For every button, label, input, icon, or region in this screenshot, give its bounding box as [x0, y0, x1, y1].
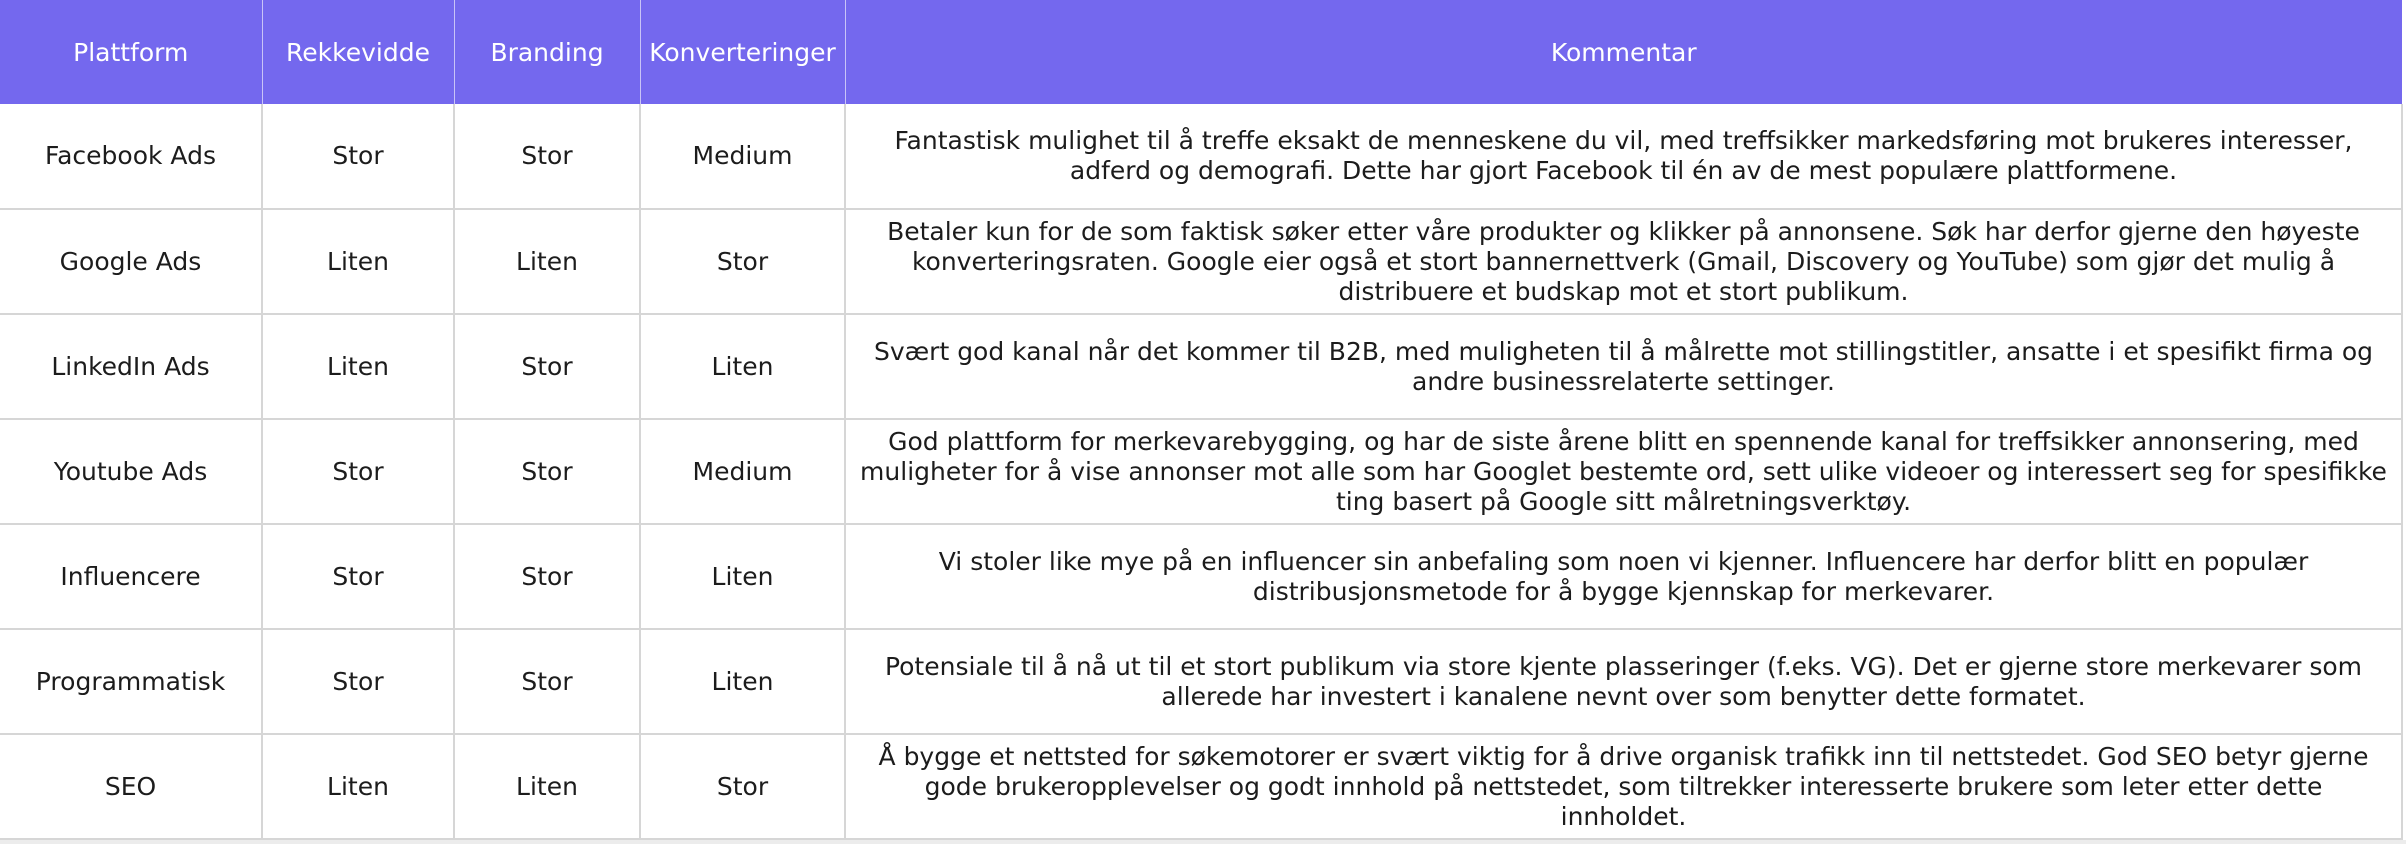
- table-body: [0, 104, 2402, 839]
- header-kommentar: Kommentar: [845, 0, 2402, 104]
- cell-branding: Stor: [454, 419, 640, 524]
- cell-konverteringer: Stor: [640, 209, 845, 314]
- header-konverteringer: Konverteringer: [640, 0, 845, 104]
- cell-branding: Stor: [454, 629, 640, 734]
- header-row: [0, 0, 2402, 104]
- bottom-divider: [0, 840, 2406, 844]
- cell-plattform: Influencere: [0, 524, 262, 629]
- table-row: [0, 419, 2402, 524]
- cell-kommentar: Svært god kanal når det kommer til B2B, med muligheten til å målrette mot stillingstitler, ansatte i et spesifikt firma og andre businessrelaterte settinger.: [845, 314, 2402, 419]
- cell-konverteringer: Stor: [640, 734, 845, 839]
- cell-rekkevidde: Stor: [262, 524, 454, 629]
- cell-kommentar: Vi stoler like mye på en influencer sin anbefaling som noen vi kjenner. Influencere har derfor blitt en populær distribusjonsmetode for å bygge kjennskap for merkevarer.: [845, 524, 2402, 629]
- cell-plattform: Google Ads: [0, 209, 262, 314]
- cell-konverteringer: Liten: [640, 629, 845, 734]
- cell-rekkevidde: Stor: [262, 104, 454, 209]
- header-plattform: Plattform: [0, 0, 262, 104]
- cell-konverteringer: Medium: [640, 419, 845, 524]
- cell-branding: Stor: [454, 314, 640, 419]
- cell-rekkevidde: Stor: [262, 629, 454, 734]
- table-header: [0, 0, 2402, 104]
- cell-rekkevidde: Liten: [262, 734, 454, 839]
- table-row: [0, 734, 2402, 839]
- cell-plattform: Youtube Ads: [0, 419, 262, 524]
- header-branding: Branding: [454, 0, 640, 104]
- cell-konverteringer: Liten: [640, 524, 845, 629]
- cell-rekkevidde: Stor: [262, 419, 454, 524]
- cell-kommentar: Å bygge et nettsted for søkemotorer er svært viktig for å drive organisk trafikk inn til nettstedet. God SEO betyr gjerne gode brukeropplevelser og godt innhold på nettstedet, som tiltrekker interesserte brukere som leter etter dette innholdet.: [845, 734, 2402, 839]
- table-row: [0, 629, 2402, 734]
- cell-plattform: LinkedIn Ads: [0, 314, 262, 419]
- cell-kommentar: God plattform for merkevarebygging, og har de siste årene blitt en spennende kanal for treffsikker annonsering, med muligheter for å vise annonser mot alle som har Googlet bestemte ord, sett ulike videoer og interessert seg for spesifikke ting basert på Google sitt målretningsverktøy.: [845, 419, 2402, 524]
- cell-plattform: Programmatisk: [0, 629, 262, 734]
- cell-kommentar: Fantastisk mulighet til å treffe eksakt de menneskene du vil, med treffsikker markedsføring mot brukeres interesser, adferd og demografi. Dette har gjort Facebook til én av de mest populære plattformene.: [845, 104, 2402, 209]
- table-row: [0, 104, 2402, 209]
- cell-branding: Stor: [454, 104, 640, 209]
- cell-branding: Liten: [454, 209, 640, 314]
- cell-kommentar: Potensiale til å nå ut til et stort publikum via store kjente plasseringer (f.eks. VG). Det er gjerne store merkevarer som allerede har investert i kanalene nevnt over som benytter dette formatet.: [845, 629, 2402, 734]
- cell-rekkevidde: Liten: [262, 314, 454, 419]
- table-row: [0, 524, 2402, 629]
- cell-branding: Liten: [454, 734, 640, 839]
- cell-konverteringer: Medium: [640, 104, 845, 209]
- cell-kommentar: Betaler kun for de som faktisk søker etter våre produkter og klikker på annonsene. Søk har derfor gjerne den høyeste konverteringsraten. Google eier også et stort bannernettverk (Gmail, Discovery og YouTube) som gjør det mulig å distribuere et budskap mot et stort publikum.: [845, 209, 2402, 314]
- table-row: [0, 314, 2402, 419]
- cell-plattform: SEO: [0, 734, 262, 839]
- cell-branding: Stor: [454, 524, 640, 629]
- table-row: [0, 209, 2402, 314]
- cell-konverteringer: Liten: [640, 314, 845, 419]
- cell-rekkevidde: Liten: [262, 209, 454, 314]
- header-rekkevidde: Rekkevidde: [262, 0, 454, 104]
- cell-plattform: Facebook Ads: [0, 104, 262, 209]
